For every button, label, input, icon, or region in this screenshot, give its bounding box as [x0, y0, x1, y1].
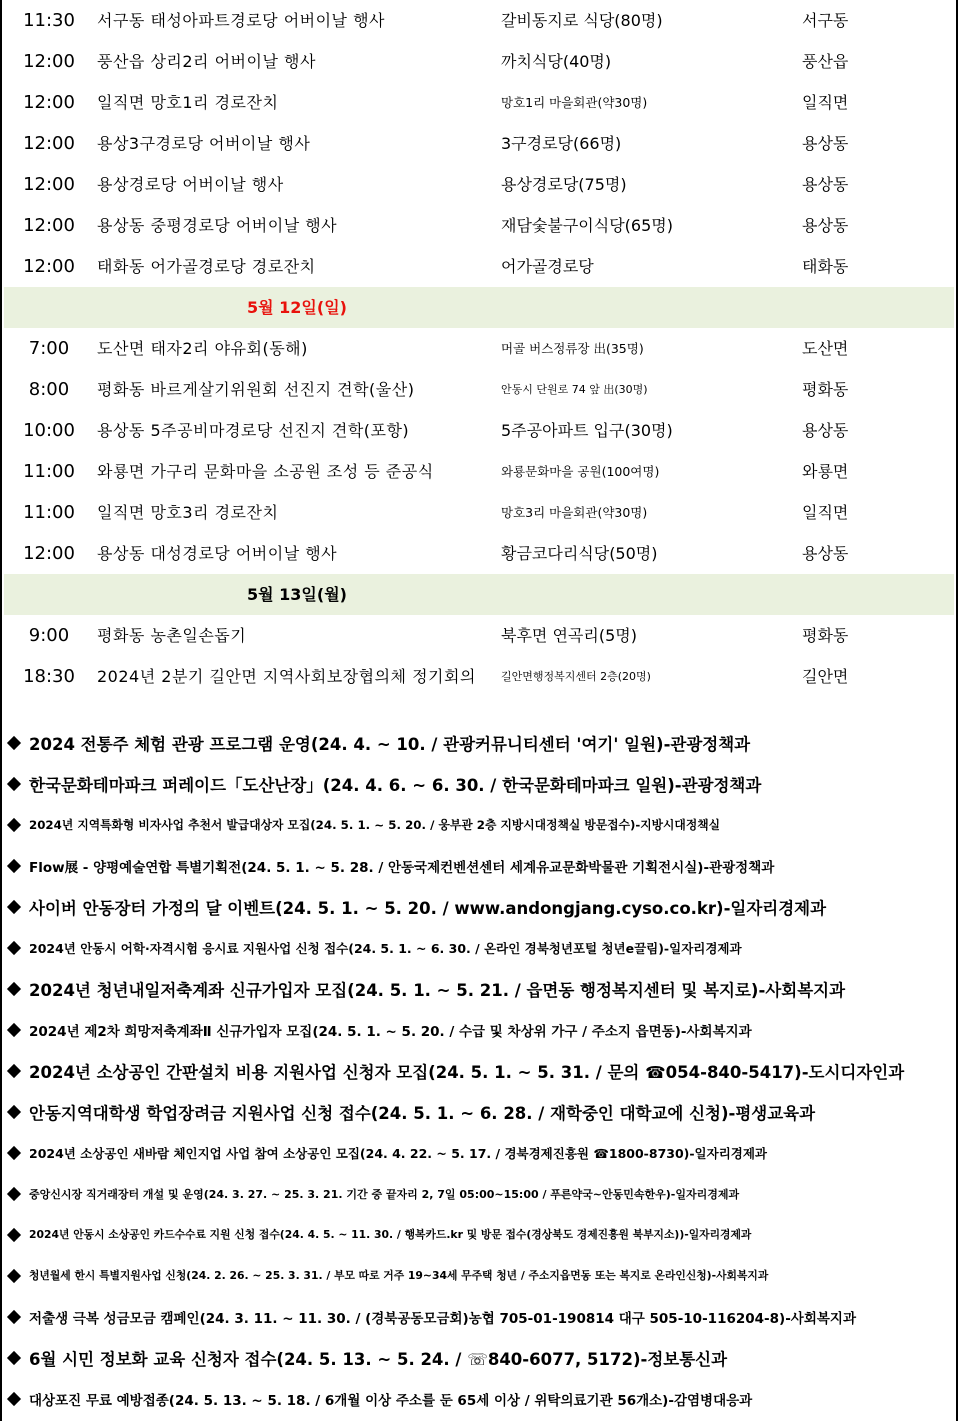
schedule-row: [4, 410, 954, 451]
date-header: [4, 574, 954, 615]
diamond-bullet-icon: [7, 1186, 21, 1200]
event-place: 망호1리 마을회관(약30명): [501, 95, 648, 110]
event-time: 12:00: [23, 215, 75, 236]
event-time: 11:00: [23, 461, 75, 482]
event-title: 와룡면 가구리 문화마을 소공원 조성 등 준공식: [97, 462, 434, 481]
event-time: 8:00: [28, 379, 70, 400]
notice-text: 2024년 청년내일저축계좌 신규가입자 모집(24. 5. 1. ~ 5. 21. / 읍면동 행정복지센터 및 복지로)-사회복지과: [29, 980, 846, 1000]
diamond-bullet-icon: [7, 1350, 21, 1364]
notice-text: 2024년 안동시 어학·자격시험 응시료 지원사업 신청 접수(24. 5. 1. ~ 6. 30. / 온라인 경북청년포털 청년e끌림)-일자리경제과: [29, 940, 742, 956]
notice-text: 2024년 소상공인 새바람 체인지업 사업 참여 소상공인 모집(24. 4. 22. ~ 5. 17. / 경북경제진흥원 ☎1800-8730)-일자리경제과: [29, 1145, 768, 1161]
event-place: 와룡문화마을 공원(100여명): [501, 464, 660, 479]
notice-item: [4, 1296, 954, 1337]
event-place: 망호3리 마을회관(약30명): [501, 505, 648, 520]
schedule-row: [4, 492, 954, 533]
schedule-row: [4, 328, 954, 369]
event-title: 도산면 태자2리 야유회(동해): [97, 339, 308, 358]
event-dept: 용상동: [802, 216, 849, 235]
event-time: 11:30: [23, 10, 75, 31]
notice-item: [4, 763, 954, 804]
notice-item: [4, 1173, 954, 1214]
schedule-row: [4, 205, 954, 246]
notice-text: 안동지역대학생 학업장려금 지원사업 신청 접수(24. 5. 1. ~ 6. 28. / 재학중인 대학교에 신청)-평생교육과: [29, 1103, 816, 1123]
notice-text: 대상포진 무료 예방접종(24. 5. 13. ~ 5. 18. / 6개월 이상 주소를 둔 65세 이상 / 위탁의료기관 56개소)-감염병대응과: [29, 1392, 753, 1409]
notice-text: 저출생 극복 성금모금 캠페인(24. 3. 11. ~ 11. 30. / (경북공동모금회)농협 705-01-190814 대구 505-10-116204-8)-사회복지과: [29, 1310, 857, 1327]
notice-text: 6월 시민 정보화 교육 신청자 접수(24. 5. 13. ~ 5. 24. / ☏840-6077, 5172)-정보통신과: [29, 1349, 728, 1369]
schedule-row: [4, 246, 954, 287]
notice-text: 2024년 제2차 희망저축계좌Ⅱ 신규가입자 모집(24. 5. 1. ~ 5. 20. / 수급 및 차상위 가구 / 주소지 읍면동)-사회복지과: [29, 1023, 752, 1040]
event-dept: 일직면: [802, 93, 849, 112]
event-title: 2024년 2분기 길안면 지역사회보장협의체 정기회의: [97, 667, 476, 686]
event-title: 용상경로당 어버이날 행사: [97, 175, 284, 194]
schedule-row: [4, 369, 954, 410]
event-time: 9:00: [28, 625, 70, 646]
date-label: 5월 13일(월): [247, 585, 347, 604]
notice-text: 한국문화테마파크 퍼레이드「도산난장」(24. 4. 6. ~ 6. 30. / 한국문화테마파크 일원)-관광정책과: [29, 775, 762, 795]
schedule-row: [4, 615, 954, 656]
schedule-row: [4, 533, 954, 574]
event-title: 평화동 바르게살기위원회 선진지 견학(울산): [97, 380, 415, 399]
event-dept: 길안면: [802, 667, 849, 686]
date-label: 5월 12일(일): [247, 298, 347, 317]
event-title: 태화동 어가골경로당 경로잔치: [97, 257, 316, 276]
event-time: 12:00: [23, 174, 75, 195]
event-title: 일직면 망호1리 경로잔치: [97, 93, 279, 112]
event-title: 용상3구경로당 어버이날 행사: [97, 134, 311, 153]
event-title: 서구동 태성아파트경로당 어버이날 행사: [97, 11, 386, 30]
event-time: 18:30: [23, 666, 75, 687]
event-place: 어가골경로당: [501, 257, 594, 276]
notice-item: [4, 1050, 954, 1091]
diamond-bullet-icon: [7, 776, 21, 790]
diamond-bullet-icon: [7, 1022, 21, 1036]
notice-text: 사이버 안동장터 가정의 달 이벤트(24. 5. 1. ~ 5. 20. / www.andongjang.cyso.co.kr)-일자리경제과: [29, 898, 827, 918]
diamond-bullet-icon: [7, 940, 21, 954]
event-title: 일직면 망호3리 경로잔치: [97, 503, 279, 522]
event-title: 용상동 중평경로당 어버이날 행사: [97, 216, 338, 235]
event-dept: 용상동: [802, 134, 849, 153]
event-time: 12:00: [23, 543, 75, 564]
schedule-row: [4, 41, 954, 82]
event-place: 3구경로당(66명): [501, 134, 622, 153]
notice-list: [4, 722, 954, 1419]
notice-text: 중앙신시장 직거래장터 개설 및 운영(24. 3. 27. ~ 25. 3. 21. 기간 중 끝자리 2, 7일 05:00~15:00 / 푸른약국~안동민속한우)-일자리경제과: [29, 1187, 740, 1201]
schedule-row: [4, 123, 954, 164]
event-time: 11:00: [23, 502, 75, 523]
event-title: 용상동 5주공비마경로당 선진지 견학(포항): [97, 421, 410, 440]
event-place: 5주공아파트 입구(30명): [501, 421, 673, 440]
page-border-left: [0, 0, 2, 1421]
event-place: 북후면 연곡리(5명): [501, 626, 637, 645]
diamond-bullet-icon: [7, 1104, 21, 1118]
event-time: 12:00: [23, 256, 75, 277]
event-dept: 서구동: [802, 11, 849, 30]
event-dept: 평화동: [802, 626, 849, 645]
notice-item: [4, 886, 954, 927]
notice-item: [4, 722, 954, 763]
notice-item: [4, 1091, 954, 1132]
notice-item: [4, 968, 954, 1009]
schedule-row: [4, 656, 954, 697]
event-place: 까치식당(40명): [501, 52, 612, 71]
event-place: 황금코다리식당(50명): [501, 544, 658, 563]
event-place: 머골 버스정류장 出(35명): [501, 341, 644, 356]
schedule-row: [4, 164, 954, 205]
event-title: 평화동 농촌일손돕기: [97, 626, 247, 645]
event-place: 안동시 단원로 74 앞 出(30명): [501, 383, 648, 396]
notice-item: [4, 1378, 954, 1419]
event-place: 갈비동지로 식당(80명): [501, 11, 663, 30]
diamond-bullet-icon: [7, 1309, 21, 1323]
notice-item: [4, 845, 954, 886]
diamond-bullet-icon: [7, 1268, 21, 1282]
event-dept: 용상동: [802, 421, 849, 440]
notice-item: [4, 1009, 954, 1050]
event-dept: 용상동: [802, 544, 849, 563]
event-place: 용상경로당(75명): [501, 175, 627, 194]
notice-text: 2024년 안동시 소상공인 카드수수료 지원 신청 접수(24. 4. 5. ~ 11. 30. / 행복카드.kr 및 방문 접수(경상북도 경제진흥원 북부지소))-일자리경제과: [29, 1228, 752, 1241]
page-border-right: [956, 0, 958, 1421]
event-time: 7:00: [28, 338, 70, 359]
event-time: 10:00: [23, 420, 75, 441]
diamond-bullet-icon: [7, 1391, 21, 1405]
event-time: 12:00: [23, 51, 75, 72]
event-dept: 용상동: [802, 175, 849, 194]
diamond-bullet-icon: [7, 817, 21, 831]
schedule-row: [4, 82, 954, 123]
event-dept: 평화동: [802, 380, 849, 399]
event-schedule-table: [4, 0, 954, 697]
diamond-bullet-icon: [7, 1145, 21, 1159]
notice-item: [4, 1214, 954, 1255]
notice-text: 청년월세 한시 특별지원사업 신청(24. 2. 26. ~ 25. 3. 31. / 부모 따로 거주 19~34세 무주택 청년 / 주소지읍면동 또는 복지로 온라인신청)-사회복지과: [29, 1269, 769, 1282]
event-dept: 도산면: [802, 339, 849, 358]
diamond-bullet-icon: [7, 735, 21, 749]
event-title: 용상동 대성경로당 어버이날 행사: [97, 544, 338, 563]
notice-item: [4, 1255, 954, 1296]
diamond-bullet-icon: [7, 1063, 21, 1077]
date-header: [4, 287, 954, 328]
schedule-row: [4, 0, 954, 41]
event-dept: 풍산읍: [802, 52, 849, 71]
notice-item: [4, 804, 954, 845]
notice-item: [4, 1132, 954, 1173]
event-time: 12:00: [23, 92, 75, 113]
notice-text: Flow展 - 양평예술연합 특별기획전(24. 5. 1. ~ 5. 28. / 안동국제컨벤션센터 세계유교문화박물관 기획전시실)-관광정책과: [29, 859, 775, 876]
notice-text: 2024 전통주 체험 관광 프로그램 운영(24. 4. ~ 10. / 관광커뮤니티센터 '여기' 일원)-관광정책과: [29, 734, 751, 754]
diamond-bullet-icon: [7, 858, 21, 872]
notice-text: 2024년 지역특화형 비자사업 추천서 발급대상자 모집(24. 5. 1. ~ 5. 20. / 웅부관 2층 지방시대정책실 방문접수)-지방시대정책실: [29, 818, 721, 832]
diamond-bullet-icon: [7, 899, 21, 913]
notice-text: 2024년 소상공인 간판설치 비용 지원사업 신청자 모집(24. 5. 1. ~ 5. 31. / 문의 ☎054-840-5417)-도시디자인과: [29, 1062, 905, 1082]
diamond-bullet-icon: [7, 1227, 21, 1241]
event-dept: 태화동: [802, 257, 849, 276]
event-time: 12:00: [23, 133, 75, 154]
schedule-row: [4, 451, 954, 492]
notice-item: [4, 1337, 954, 1378]
event-place: 재담숯불구이식당(65명): [501, 216, 673, 235]
event-dept: 와룡면: [802, 462, 849, 481]
event-place: 길안면행정복지센터 2층(20명): [501, 670, 651, 683]
notice-item: [4, 927, 954, 968]
diamond-bullet-icon: [7, 981, 21, 995]
event-title: 풍산읍 상리2리 어버이날 행사: [97, 52, 316, 71]
event-dept: 일직면: [802, 503, 849, 522]
